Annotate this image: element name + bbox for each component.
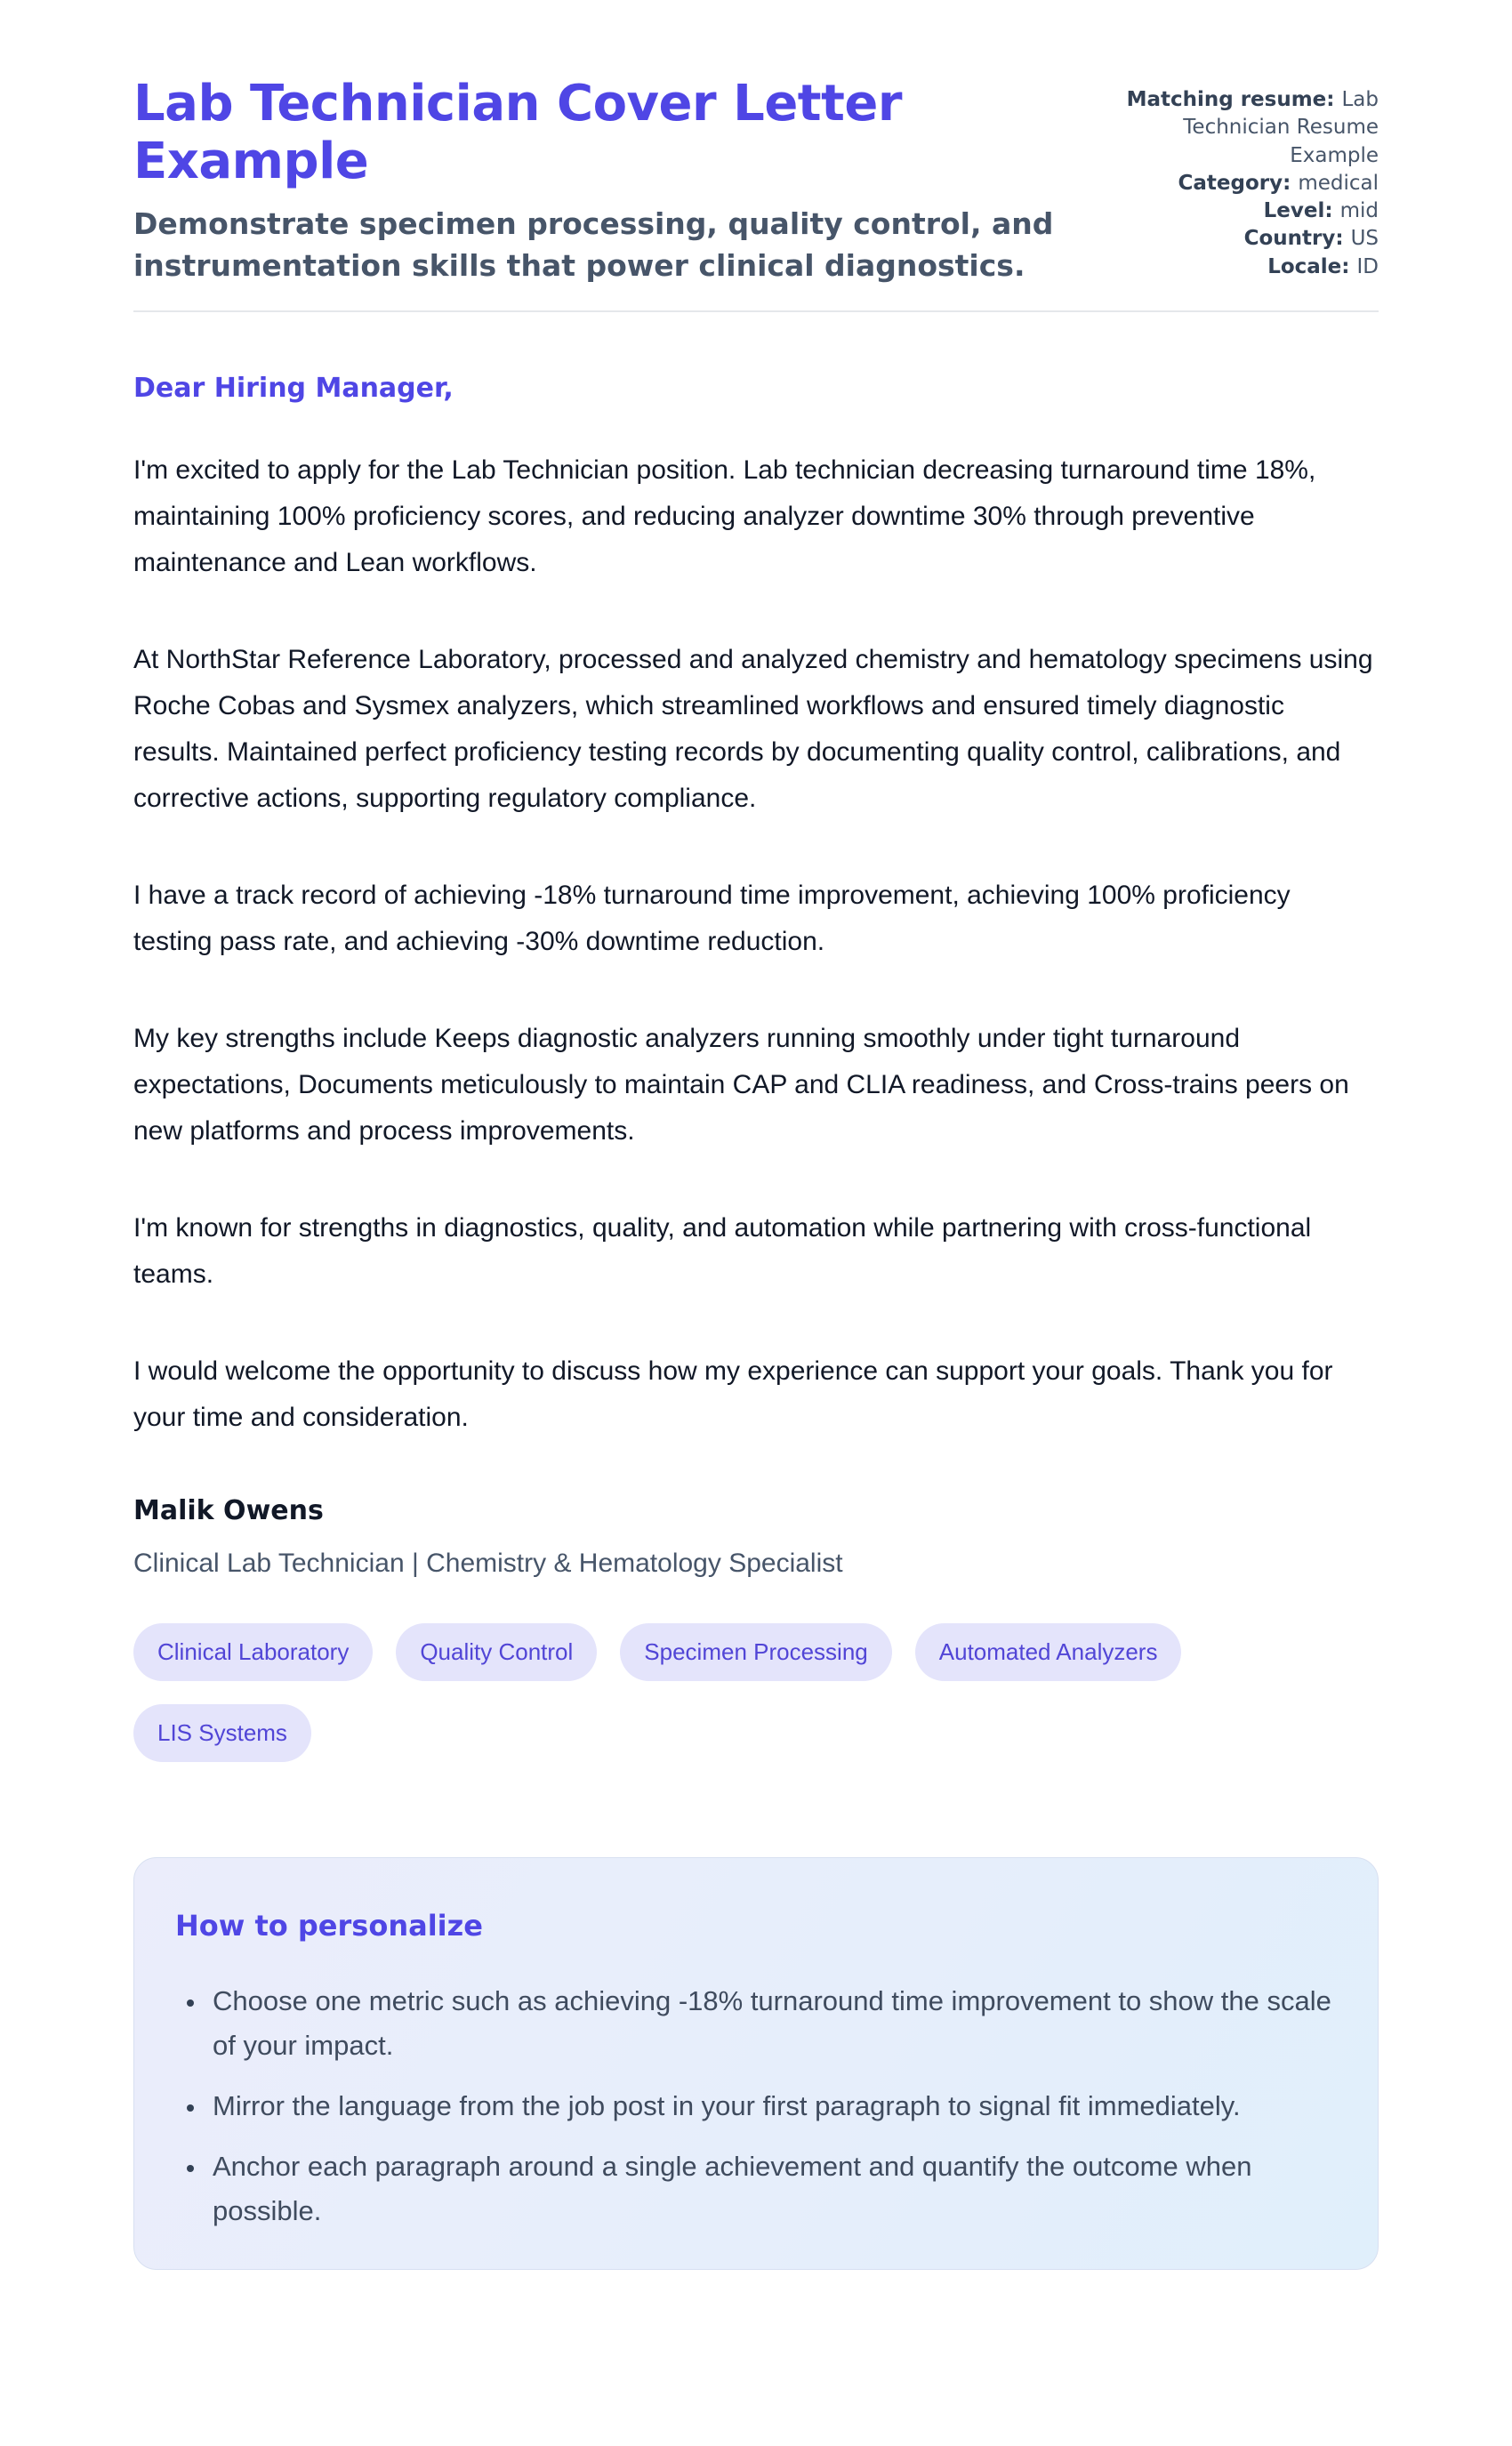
- page-title: Lab Technician Cover Letter Example: [133, 75, 902, 190]
- tips-item-mirror-language: • Mirror the language from the job post in your first paragraph to signal fit immediately.: [207, 2084, 1333, 2128]
- meta-label-matching-resume: Matching resume:: [1126, 88, 1342, 111]
- meta-value-country: US: [1350, 227, 1379, 251]
- tips-heading: How to personalize: [175, 1909, 483, 1943]
- how-to-personalize-card: [133, 1857, 1379, 2270]
- tips-list: [175, 1979, 1333, 2233]
- tips-item-anchor-paragraph: • Anchor each paragraph around a single achievement and quantify the outcome when possible.: [207, 2144, 1333, 2233]
- meta-label-country: Country:: [1243, 227, 1351, 251]
- header: [133, 0, 1379, 287]
- signature-name: Malik Owens: [133, 1494, 324, 1526]
- tag-clinical-laboratory[interactable]: Clinical Laboratory: [133, 1623, 373, 1681]
- tag-quality-control[interactable]: Quality Control: [396, 1623, 597, 1681]
- meta-value-locale: ID: [1356, 254, 1379, 278]
- cover-letter-body: [133, 369, 1379, 1584]
- meta-value-level: mid: [1339, 199, 1379, 223]
- paragraph-known-for: I'm known for strengths in diagnostics, quality, and automation while partnering with cross-functional teams.: [133, 1212, 1312, 1289]
- paragraph-intro: I'm excited to apply for the Lab Technician position. Lab technician decreasing turnaround time 18%, maintaining 100% proficiency scores, and reducing analyzer downtime 30% through preventive maintenance and Lean workflows.: [133, 455, 1316, 577]
- signature-role: Clinical Lab Technician | Chemistry & Hematology Specialist: [133, 1548, 843, 1578]
- tag-specimen-processing[interactable]: Specimen Processing: [620, 1623, 891, 1681]
- paragraph-track-record: I have a track record of achieving -18% turnaround time improvement, achieving 100% proficiency testing pass rate, and achieving -30% downtime reduction.: [133, 880, 1291, 956]
- paragraph-closing: I would welcome the opportunity to discuss how my experience can support your goals. Thank you for your time and consideration.: [133, 1356, 1333, 1432]
- meta-label-locale: Locale:: [1267, 254, 1357, 278]
- salutation: Dear Hiring Manager,: [133, 372, 454, 404]
- meta-value-matching-resume: Lab Technician Resume Example: [1183, 88, 1379, 167]
- page-subtitle: Demonstrate specimen processing, quality control, and instrumentation skills that power clinical diagnostics.: [133, 205, 1054, 283]
- header-divider: [133, 310, 1379, 312]
- paragraph-strengths: My key strengths include Keeps diagnostic analyzers running smoothly under tight turnaround expectations, Documents meticulously to maintain CAP and CLIA readiness, and Cross-trains peers on new platforms and process improvements.: [133, 1023, 1349, 1146]
- tag-automated-analyzers[interactable]: Automated Analyzers: [915, 1623, 1182, 1681]
- tag-lis-systems[interactable]: LIS Systems: [133, 1704, 311, 1762]
- header-title-block: [133, 76, 1066, 287]
- meta-value-category: medical: [1298, 171, 1379, 195]
- meta-block: [1101, 76, 1379, 281]
- skill-tags-row: [133, 1623, 1379, 1762]
- paragraph-experience: At NorthStar Reference Laboratory, processed and analyzed chemistry and hematology specimens using Roche Cobas and Sysmex analyzers, which streamlined workflows and ensured timely diagnostic results. Maintained perfect proficiency testing records by documenting quality control, calibrations, and corrective actions, supporting regulatory compliance.: [133, 644, 1373, 813]
- tips-item-metric: • Choose one metric such as achieving -18% turnaround time improvement to show the scale of your impact.: [207, 1979, 1333, 2068]
- meta-label-level: Level:: [1263, 199, 1340, 223]
- meta-label-category: Category:: [1178, 171, 1299, 195]
